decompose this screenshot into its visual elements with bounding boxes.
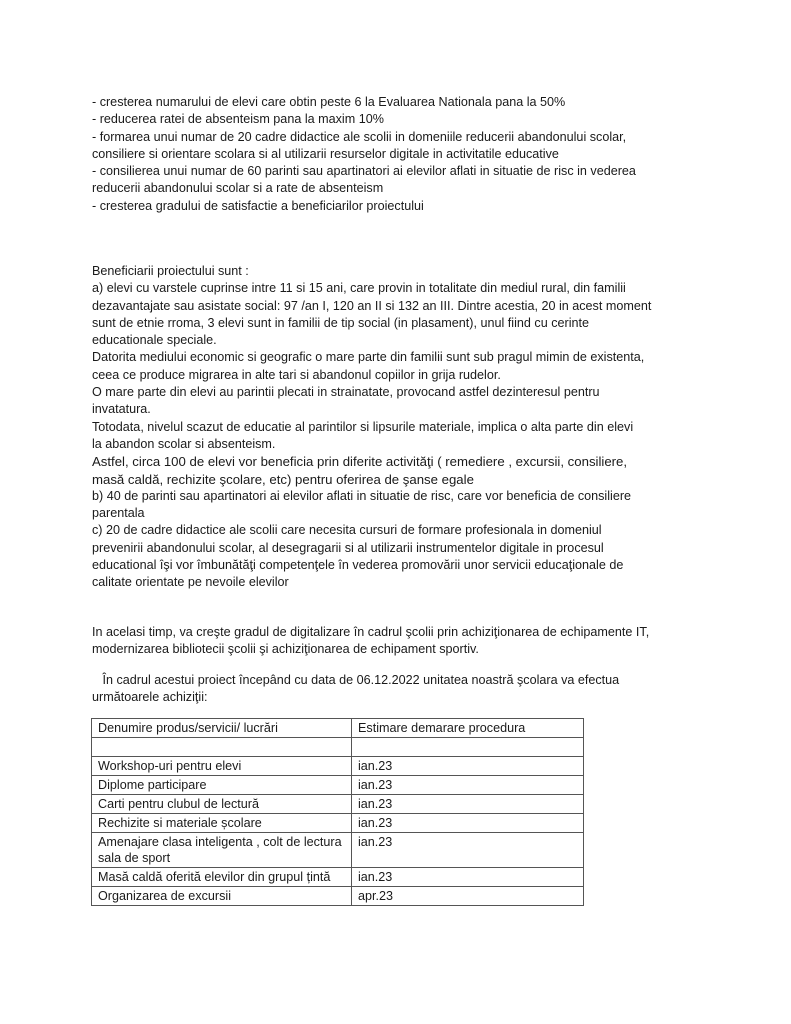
table-row [92, 738, 584, 757]
paragraph-line: sunt de etnie rroma, 3 elevi sunt in familii de tip social (in plasament), unul fiind cu cerinte [92, 315, 589, 330]
paragraph-line: Datorita mediului economic si geografic o mare parte din familii sunt sub pragul mimin de existenta, [92, 350, 645, 365]
objective-line: - formarea unui numar de 20 cadre didactice ale scolii in domeniile reducerii abandonului scolar, [92, 129, 627, 144]
objective-line: - reducerea ratei de absenteism pana la maxim 10% [92, 112, 384, 127]
table-cell: Workshop-uri pentru elevi [92, 757, 352, 776]
paragraph-line: invatatura. [92, 402, 151, 417]
paragraph-line: dezavantajate sau asistate social: 97 /an I, 120 an II si 132 an III. Dintre acestia, 20 in acest moment [92, 298, 652, 313]
objective-line: - consilierea unui numar de 60 parinti sau apartinatori ai elevilor aflati in situatie de risc in vederea [92, 164, 636, 179]
table-row [92, 868, 584, 887]
paragraph-line: O mare parte din elevi au parintii plecati in strainatate, provocand astfel dezinteresul pentru [92, 385, 600, 400]
paragraph-line: calitate orientate pe nevoile elevilor [92, 575, 289, 590]
table-cell: ian.23 [352, 795, 584, 814]
table-row [92, 833, 584, 868]
paragraph-line: educational îşi vor îmbunătăţi competenţele în vederea promovării unor servicii educaţionale de [92, 558, 624, 573]
paragraph-line: Totodata, nivelul scazut de educatie al parintilor si lipsurile materiale, implica o alta parte din elevi [92, 419, 634, 434]
beneficiaries-section [92, 263, 652, 592]
table-row [92, 887, 584, 906]
paragraph-line: următoarele achiziţii: [92, 690, 208, 705]
table-cell: apr.23 [352, 887, 584, 906]
table-cell: ian.23 [352, 776, 584, 795]
acquisitions-intro [92, 672, 652, 707]
table-cell: Carti pentru clubul de lectură [92, 795, 352, 814]
objective-line: - cresterea gradului de satisfactie a beneficiarilor proiectului [92, 198, 424, 213]
table-header-row [92, 719, 584, 738]
header-cell: Estimare demarare procedura [352, 719, 584, 738]
paragraph-line: ceea ce produce migrarea in alte tari si abandonul copiilor in grija rudelor. [92, 367, 501, 382]
objective-line: consiliere si orientare scolara si al utilizarii resurselor digitale in activitatile educative [92, 146, 559, 161]
objectives-list [92, 94, 652, 215]
digitalization-paragraph [92, 624, 652, 659]
acquisitions-table [91, 718, 584, 906]
table-row [92, 776, 584, 795]
table-row [92, 795, 584, 814]
header-cell: Denumire produs/servicii/ lucrări [92, 719, 352, 738]
table-cell: Amenajare clasa inteligenta , colt de lectura sala de sport [92, 833, 352, 868]
table-cell: ian.23 [352, 868, 584, 887]
table-cell: ian.23 [352, 757, 584, 776]
table-cell: Diplome participare [92, 776, 352, 795]
paragraph-line: modernizarea bibliotecii şcolii şi achiziţionarea de echipament sportiv. [92, 642, 479, 657]
table-cell: ian.23 [352, 833, 584, 868]
paragraph-line: educationale speciale. [92, 333, 217, 348]
paragraph-line: masă caldă, rechizite şcolare, etc) pentru oferirea de şanse egale [92, 471, 474, 487]
table-row [92, 814, 584, 833]
paragraph-line: la abandon scolar si absenteism. [92, 436, 276, 451]
table-cell: Masă caldă oferită elevilor din grupul țintă [92, 868, 352, 887]
paragraph-line: b) 40 de parinti sau apartinatori ai elevilor aflati in situatie de risc, care vor beneficia de consiliere [92, 488, 632, 503]
table-cell: ian.23 [352, 814, 584, 833]
objective-line: reducerii abandonului scolar si a rate de absenteism [92, 181, 384, 196]
paragraph-line: prevenirii abandonului scolar, al desegragarii si al utilizarii instrumentelor digitale in procesul [92, 540, 604, 555]
table-cell: Rechizite si materiale școlare [92, 814, 352, 833]
paragraph-line: Astfel, circa 100 de elevi vor beneficia prin diferite activităţi ( remediere , excursii, consiliere, [92, 454, 628, 470]
beneficiaries-heading: Beneficiarii proiectului sunt : [92, 264, 249, 278]
table-row [92, 757, 584, 776]
table-cell [352, 738, 584, 757]
table-cell [92, 738, 352, 757]
paragraph-line: In acelasi timp, va creşte gradul de digitalizare în cadrul şcolii prin achiziţionarea de echipamente IT, [92, 625, 650, 639]
objective-line: - cresterea numarului de elevi care obtin peste 6 la Evaluarea Nationala pana la 50% [92, 95, 566, 109]
paragraph-line: parentala [92, 506, 145, 521]
paragraph-line: a) elevi cu varstele cuprinse intre 11 si 15 ani, care provin in totalitate din mediul rural, din familii [92, 281, 626, 296]
paragraph-line: În cadrul acestui proiect începând cu data de 06.12.2022 unitatea noastră şcolara va efectua [92, 673, 620, 687]
paragraph-line: c) 20 de cadre didactice ale scolii care necesita cursuri de formare profesionala in domeniul [92, 523, 602, 538]
table-cell: Organizarea de excursii [92, 887, 352, 906]
